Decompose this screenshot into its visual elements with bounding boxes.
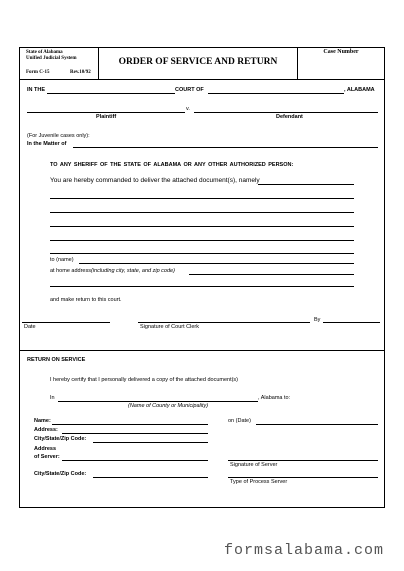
- documents-line-5[interactable]: [50, 253, 354, 254]
- order-heading: TO ANY SHERIFF OF THE STATE OF ALABAMA OR ANY OTHER AUTHORIZED PERSON:: [50, 162, 294, 168]
- city-state-zip-label: City/State/Zip Code:: [34, 436, 87, 442]
- matter-label: In the Matter of: [27, 141, 67, 147]
- to-name-field[interactable]: [79, 263, 354, 264]
- process-server-type-field[interactable]: [228, 477, 378, 478]
- city-state-zip-field[interactable]: [93, 442, 208, 443]
- form-number: Form C-15: [26, 70, 50, 75]
- on-date-label: on (Date): [228, 418, 251, 424]
- case-number-label: Case Number: [323, 49, 359, 55]
- in-the-label: IN THE: [27, 87, 46, 93]
- defendant-label: Defendant: [276, 114, 303, 120]
- server-city-state-zip-field[interactable]: [93, 477, 208, 478]
- date-field[interactable]: [22, 322, 110, 323]
- clerk-signature-field[interactable]: [138, 322, 310, 323]
- county-field[interactable]: [208, 93, 344, 94]
- in-label: In: [50, 395, 55, 401]
- by-label: By: [314, 317, 321, 323]
- address-label: Address:: [34, 427, 58, 433]
- to-name-label: to (name): [50, 257, 74, 263]
- server-address-field[interactable]: [62, 460, 208, 461]
- documents-field[interactable]: [258, 184, 354, 185]
- by-field[interactable]: [323, 322, 380, 323]
- alabama-to-label: , Alabama to:: [258, 395, 291, 401]
- home-address-label: at home address(including city, state, and zip code): [50, 268, 175, 274]
- home-address-line-2[interactable]: [50, 286, 354, 287]
- plaintiff-field[interactable]: [27, 112, 185, 113]
- server-city-state-zip-label: City/State/Zip Code:: [34, 471, 87, 477]
- versus-label: v.: [186, 106, 190, 112]
- form-title: ORDER OF SERVICE AND RETURN: [118, 57, 278, 67]
- of-server-label: of Server:: [34, 454, 60, 460]
- process-server-type-label: Type of Process Server: [230, 479, 288, 485]
- date-label: Date: [24, 324, 36, 330]
- site-watermark: formsalabama.com: [223, 542, 384, 559]
- county-hint: (Name of County or Municipality): [128, 403, 209, 409]
- state-label: State of Alabama: [26, 50, 63, 55]
- documents-line-2[interactable]: [50, 212, 354, 213]
- county-municipality-field[interactable]: [58, 401, 258, 402]
- server-address-label: Address: [34, 446, 57, 452]
- documents-line-3[interactable]: [50, 226, 354, 227]
- defendant-field[interactable]: [194, 112, 378, 113]
- form-revision: Rev.10/92: [70, 70, 91, 75]
- address-field[interactable]: [62, 433, 208, 434]
- commanded-text: You are hereby commanded to deliver the attached document(s), namely: [50, 177, 260, 184]
- service-date-field[interactable]: [256, 424, 378, 425]
- return-heading: RETURN ON SERVICE: [27, 357, 86, 363]
- home-address-field[interactable]: [189, 274, 354, 275]
- server-signature-label: Signature of Server: [230, 462, 278, 468]
- documents-line-4[interactable]: [50, 240, 354, 241]
- server-signature-field[interactable]: [228, 460, 378, 461]
- section-divider: [19, 350, 385, 351]
- clerk-signature-label: Signature of Court Clerk: [140, 324, 199, 330]
- juvenile-note: (For Juvenile cases only):: [27, 133, 90, 139]
- documents-line-1[interactable]: [50, 198, 354, 199]
- name-field[interactable]: [52, 424, 208, 425]
- court-of-label: COURT OF: [175, 87, 204, 93]
- alabama-label: , ALABAMA: [344, 87, 375, 93]
- court-type-field[interactable]: [47, 93, 175, 94]
- name-label: Name:: [34, 418, 51, 424]
- system-label: Unified Judicial System: [26, 56, 77, 61]
- certify-text: I hereby certify that I personally delivered a copy of the attached document(s): [50, 377, 239, 383]
- return-to-court-text: and make return to this court.: [50, 297, 122, 303]
- matter-field[interactable]: [73, 147, 378, 148]
- plaintiff-label: Plaintiff: [96, 114, 117, 120]
